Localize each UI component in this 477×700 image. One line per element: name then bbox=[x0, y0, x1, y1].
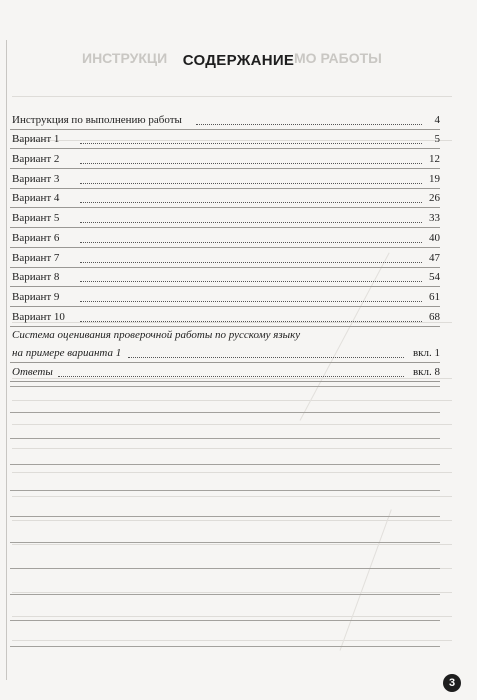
blank-line bbox=[10, 438, 440, 439]
toc-page: 68 bbox=[429, 310, 440, 323]
toc-page: 5 bbox=[434, 133, 440, 146]
blank-line bbox=[10, 464, 440, 465]
toc-page: 40 bbox=[429, 231, 440, 244]
dot-leader bbox=[58, 376, 404, 377]
toc-entry[interactable] bbox=[10, 189, 440, 209]
blank-line bbox=[10, 386, 440, 387]
toc-entry[interactable] bbox=[10, 208, 440, 228]
dot-leader bbox=[80, 242, 422, 243]
page-number: 3 bbox=[443, 674, 461, 692]
toc-label: Вариант 7 bbox=[12, 251, 60, 264]
toc-page: 4 bbox=[434, 113, 440, 126]
dot-leader bbox=[196, 124, 422, 125]
toc-page: 47 bbox=[429, 251, 440, 264]
toc-label: Вариант 10 bbox=[12, 310, 65, 323]
page-title: СОДЕРЖАНИЕ bbox=[182, 52, 295, 69]
toc-label: Вариант 3 bbox=[12, 172, 60, 185]
toc-entry[interactable] bbox=[10, 169, 440, 189]
toc-page: 33 bbox=[429, 212, 440, 225]
dot-leader bbox=[80, 183, 422, 184]
blank-line bbox=[10, 490, 440, 491]
toc-label: Вариант 6 bbox=[12, 231, 60, 244]
toc-entry[interactable] bbox=[10, 228, 440, 248]
toc-page: 12 bbox=[429, 153, 440, 166]
dot-leader bbox=[80, 281, 422, 282]
toc-label: Вариант 4 bbox=[12, 192, 60, 205]
dot-leader bbox=[80, 301, 422, 302]
toc-label: Вариант 2 bbox=[12, 153, 60, 166]
toc-page: вкл. 8 bbox=[412, 366, 440, 379]
toc-page: 54 bbox=[429, 271, 440, 284]
toc-entry[interactable] bbox=[10, 110, 440, 130]
toc-label: Система оценивания проверочной работы по русскому языку bbox=[12, 328, 301, 341]
toc-page: 19 bbox=[429, 172, 440, 185]
dot-leader bbox=[80, 143, 422, 144]
toc-label: Ответы bbox=[12, 366, 53, 379]
blank-line bbox=[10, 542, 440, 543]
table-of-contents bbox=[10, 110, 440, 382]
toc-entry[interactable] bbox=[10, 287, 440, 307]
dot-leader bbox=[80, 222, 422, 223]
blank-line bbox=[10, 594, 440, 595]
toc-entry[interactable] bbox=[10, 307, 440, 327]
blank-line bbox=[10, 646, 440, 647]
dot-leader bbox=[80, 321, 422, 322]
bleed-through-text: ИНСТРУКЦИ bbox=[82, 50, 168, 66]
blank-line bbox=[10, 568, 440, 569]
toc-entry-scoring[interactable] bbox=[10, 327, 440, 363]
toc-label: Вариант 5 bbox=[12, 212, 60, 225]
blank-line bbox=[10, 516, 440, 517]
toc-label: Вариант 1 bbox=[12, 133, 60, 146]
toc-label: Вариант 8 bbox=[12, 271, 60, 284]
toc-label: Инструкция по выполнению работы bbox=[12, 113, 182, 126]
dot-leader bbox=[80, 163, 422, 164]
bleed-through-text: МО РАБОТЫ bbox=[294, 50, 382, 66]
toc-entry-answers[interactable] bbox=[10, 363, 440, 383]
blank-line bbox=[10, 412, 440, 413]
toc-entry[interactable] bbox=[10, 248, 440, 268]
toc-page: 61 bbox=[429, 290, 440, 303]
dot-leader bbox=[128, 357, 404, 358]
toc-entry[interactable] bbox=[10, 268, 440, 288]
dot-leader bbox=[80, 202, 422, 203]
toc-entry[interactable] bbox=[10, 149, 440, 169]
toc-label: Вариант 9 bbox=[12, 290, 60, 303]
toc-page: вкл. 1 bbox=[412, 346, 440, 359]
toc-page: 26 bbox=[429, 192, 440, 205]
toc-label: на примере варианта 1 bbox=[12, 346, 122, 359]
toc-entry[interactable] bbox=[10, 130, 440, 150]
dot-leader bbox=[80, 262, 422, 263]
blank-line bbox=[10, 620, 440, 621]
